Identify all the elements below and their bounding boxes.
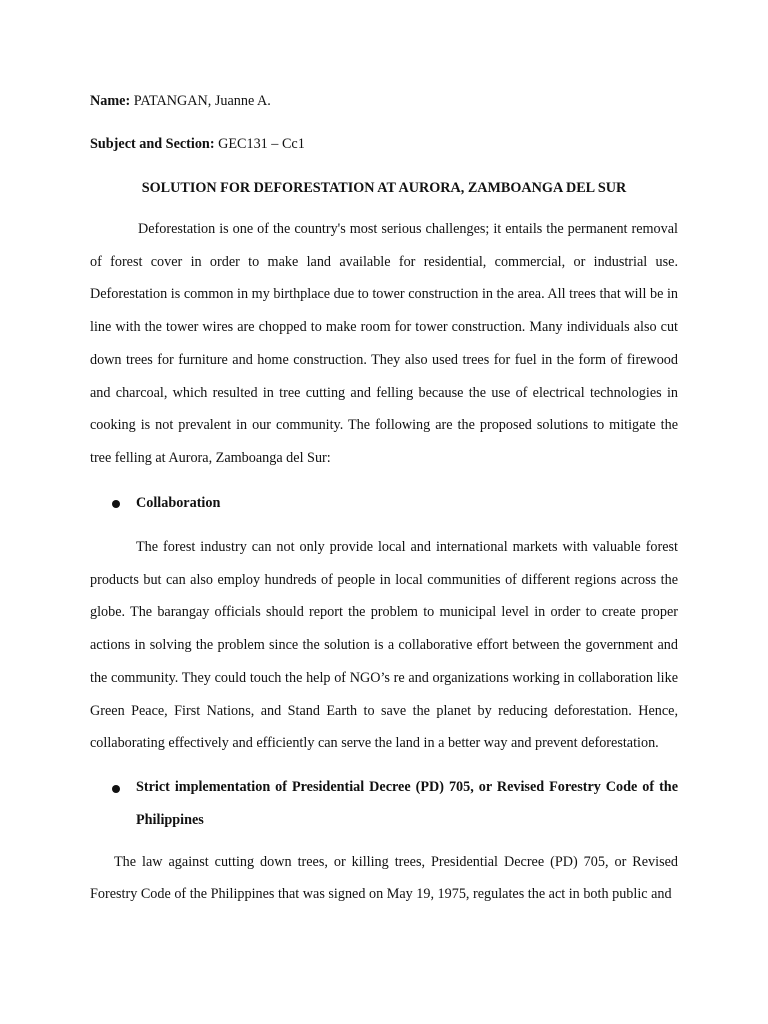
section-heading-pd705: Strict implementation of Presidential Decree (PD) 705, or Revised Forestry Code of the Philippines	[136, 779, 678, 828]
bullet-icon	[112, 500, 120, 508]
document-title: SOLUTION FOR DEFORESTATION AT AURORA, ZAMBOANGA DEL SUR	[141, 180, 627, 196]
collaboration-paragraph: The forest industry can not only provide local and international markets with valuable forest products but can also employ hundreds of people in local communities of different regions across the globe. The barangay officials should report the problem to municipal level in order to create proper actions in solving the problem since the solution is a collaborative effort between the government and the community. They could touch the help of NGO’s re and organizations working in collaboration like Green Peace, First Nations, and Stand Earth to save the planet by reducing deforestation. Hence, collaborating effectively and efficiently can serve the land in a better way and prevent deforestation.	[90, 539, 678, 752]
bullet-icon	[112, 785, 120, 793]
section-heading-collaboration: Collaboration	[136, 495, 221, 511]
intro-paragraph: Deforestation is one of the country's most serious challenges; it entails the permanent removal of forest cover in order to make land available for residential, commercial, or industrial use. Deforestation is common in my birthplace due to tower construction in the area. All trees that will be in line with the tower wires are chopped to make room for tower construction. Many individuals also cut down trees for furniture and home construction. They also used trees for fuel in the form of firewood and charcoal, which resulted in tree cutting and felling because the use of electrical technologies in cooking is not prevalent in our community. The following are the proposed solutions to mitigate the tree felling at Aurora, Zamboanga del Sur:	[90, 221, 678, 466]
subject-label: Subject and Section:	[90, 136, 215, 152]
name-value: PATANGAN, Juanne A.	[130, 93, 271, 109]
name-label: Name:	[90, 93, 131, 109]
name-line	[90, 93, 271, 110]
subject-value: GEC131 – Cc1	[214, 136, 305, 152]
pd705-paragraph: The law against cutting down trees, or killing trees, Presidential Decree (PD) 705, or Revised Forestry Code of the Philippines that was signed on May 19, 1975, regulates the act in both public and	[90, 854, 678, 903]
subject-line	[90, 136, 305, 153]
